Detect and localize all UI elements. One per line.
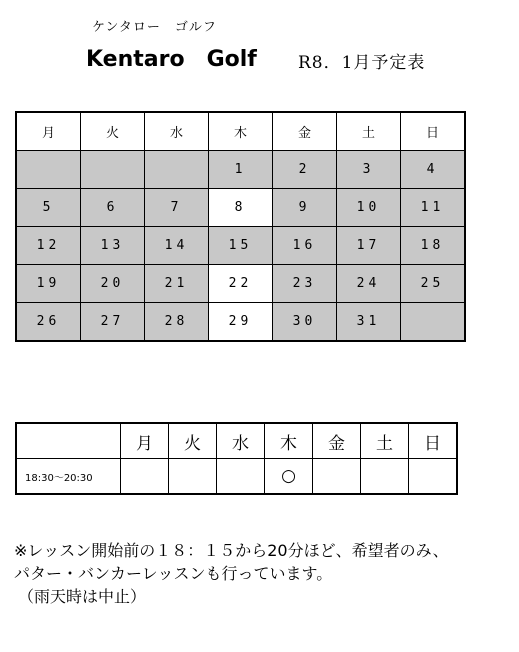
weekday-fri: 金: [273, 112, 337, 151]
calendar-day: 9: [273, 189, 337, 227]
lesson-schedule-table: [15, 422, 458, 495]
calendar-day: 16: [273, 227, 337, 265]
calendar-day: 1: [209, 151, 273, 189]
schedule-time-row: [16, 459, 457, 495]
calendar-day: 26: [16, 303, 81, 342]
calendar-day: 25: [401, 265, 466, 303]
calendar-day: 11: [401, 189, 466, 227]
calendar-day: 20: [81, 265, 145, 303]
calendar-day: 7: [145, 189, 209, 227]
schedule-weekday-sat: 土: [361, 423, 409, 459]
brand-kana: ケンタロー ゴルフ: [92, 20, 217, 35]
calendar-week-2: [16, 189, 465, 227]
schedule-header-row: [16, 423, 457, 459]
calendar-day: 15: [209, 227, 273, 265]
schedule-weekday-tue: 火: [169, 423, 217, 459]
note-line-1: ※レッスン開始前の１８：１５から20分ほど、希望者のみ、: [14, 541, 449, 560]
schedule-mark-sun: [409, 459, 458, 495]
calendar-day: 10: [337, 189, 401, 227]
schedule-mark-wed: [217, 459, 265, 495]
schedule-weekday-fri: 金: [313, 423, 361, 459]
page-title: R8．1月予定表: [298, 53, 426, 73]
calendar-day: 4: [401, 151, 466, 189]
calendar-day: 17: [337, 227, 401, 265]
schedule-weekday-sun: 日: [409, 423, 458, 459]
calendar-day-lesson: 29: [209, 303, 273, 342]
calendar-day: 6: [81, 189, 145, 227]
weekday-wed: 水: [145, 112, 209, 151]
calendar-day: 5: [16, 189, 81, 227]
schedule-mark-thu: ○: [265, 459, 313, 495]
note-line-3: （雨天時は中止）: [18, 587, 147, 606]
calendar-day-empty: [81, 151, 145, 189]
calendar-day-empty: [145, 151, 209, 189]
schedule-weekday-wed: 水: [217, 423, 265, 459]
weekday-tue: 火: [81, 112, 145, 151]
schedule-mark-tue: [169, 459, 217, 495]
calendar-week-3: [16, 227, 465, 265]
calendar-day: 31: [337, 303, 401, 342]
calendar-day: 3: [337, 151, 401, 189]
calendar-day: 19: [16, 265, 81, 303]
calendar-day: 30: [273, 303, 337, 342]
calendar-day-empty: [16, 151, 81, 189]
calendar-day: 2: [273, 151, 337, 189]
calendar-day: 27: [81, 303, 145, 342]
calendar-day: 23: [273, 265, 337, 303]
calendar-day: 14: [145, 227, 209, 265]
calendar-week-5: [16, 303, 465, 342]
calendar-weekday-row: [16, 112, 465, 151]
calendar-day: 12: [16, 227, 81, 265]
weekday-sat: 土: [337, 112, 401, 151]
schedule-time-slot: 18:30〜20:30: [16, 459, 121, 495]
schedule-weekday-mon: 月: [121, 423, 169, 459]
schedule-mark-mon: [121, 459, 169, 495]
weekday-sun: 日: [401, 112, 466, 151]
schedule-mark-sat: [361, 459, 409, 495]
weekday-thu: 木: [209, 112, 273, 151]
calendar-day: 24: [337, 265, 401, 303]
calendar-day: 13: [81, 227, 145, 265]
calendar-day-empty: [401, 303, 466, 342]
month-calendar: [15, 111, 466, 342]
calendar-week-4: [16, 265, 465, 303]
calendar-day-lesson: 22: [209, 265, 273, 303]
schedule-corner-cell: [16, 423, 121, 459]
calendar-day: 18: [401, 227, 466, 265]
weekday-mon: 月: [16, 112, 81, 151]
calendar-day-lesson: 8: [209, 189, 273, 227]
schedule-mark-fri: [313, 459, 361, 495]
brand-name: Kentaro Golf: [86, 47, 257, 72]
schedule-weekday-thu: 木: [265, 423, 313, 459]
calendar-week-1: [16, 151, 465, 189]
note-line-2: パター・バンカーレッスンも行っています。: [14, 564, 333, 583]
calendar-day: 28: [145, 303, 209, 342]
calendar-day: 21: [145, 265, 209, 303]
